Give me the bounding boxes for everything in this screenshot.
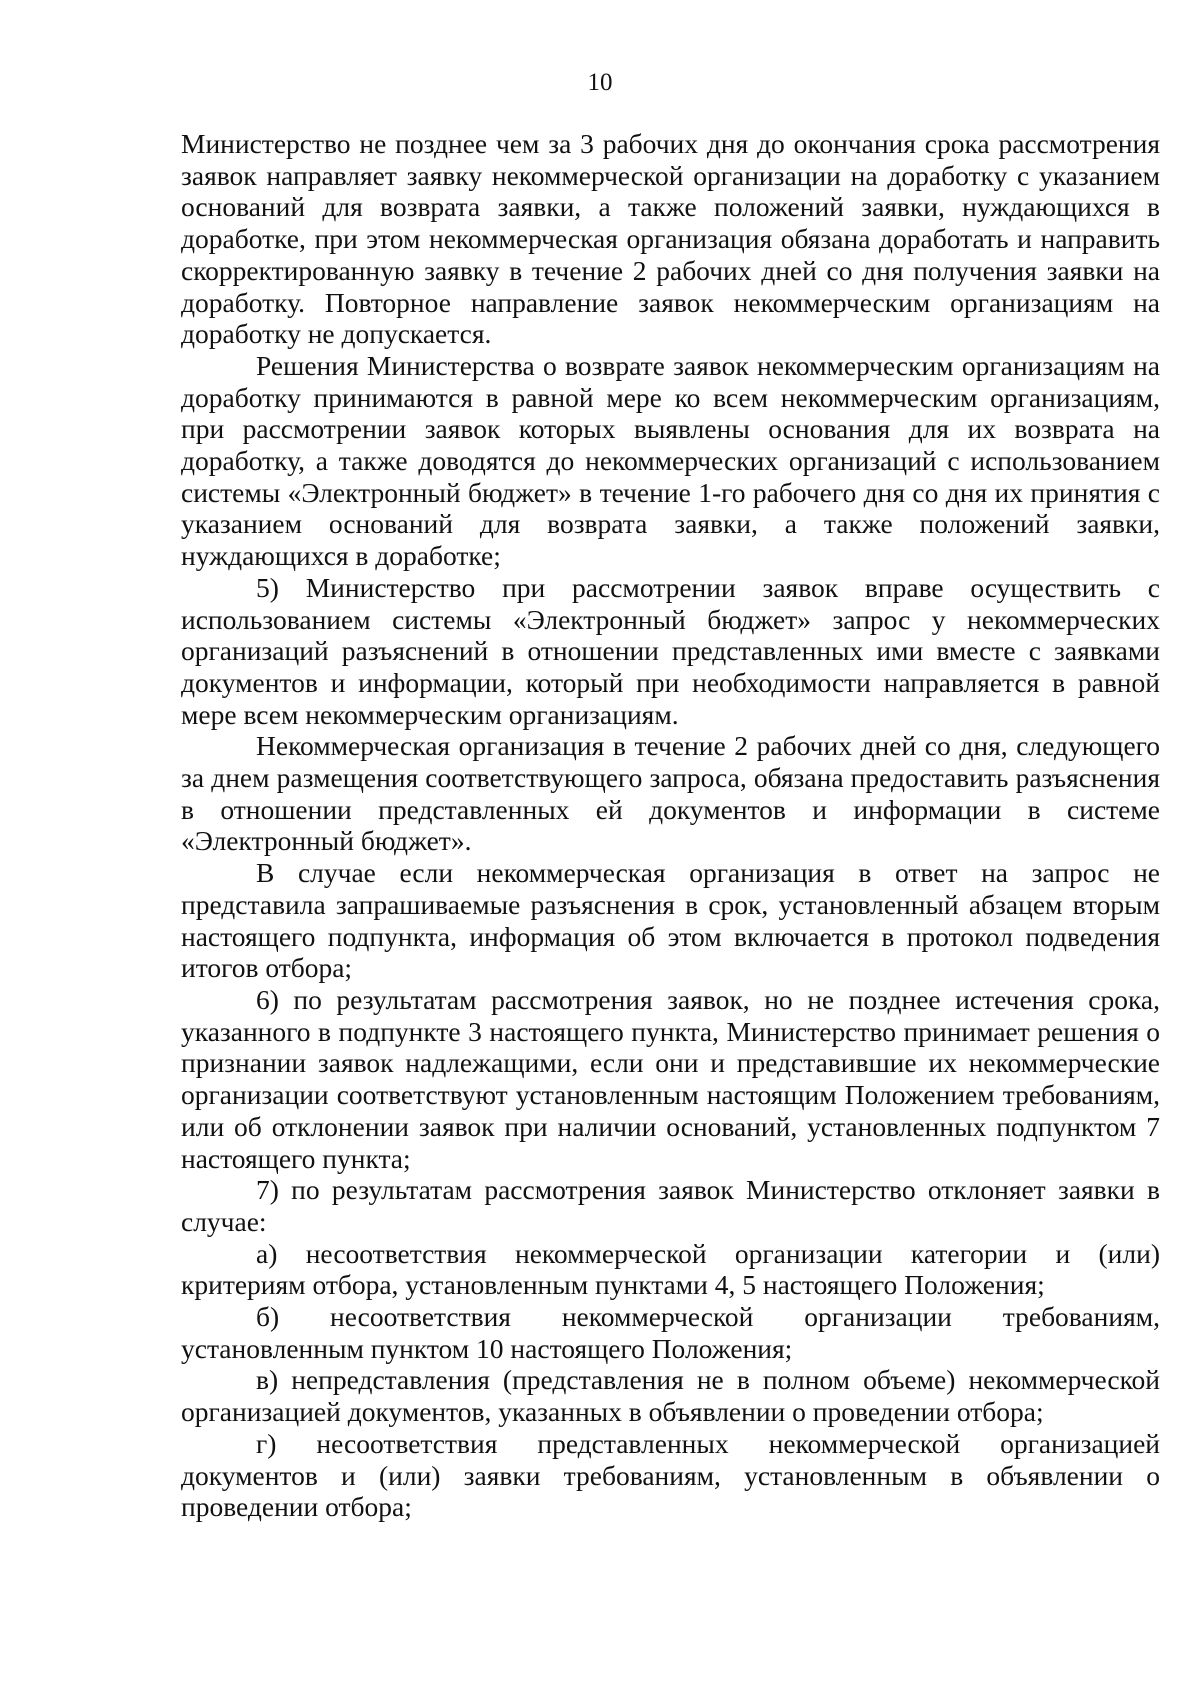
paragraph-subitem-a: а) несоответствия некоммерческой организации категории и (или) критериям отбора, установленным пунктами 4, 5 настоящего Положения; bbox=[181, 1237, 1160, 1301]
paragraph-no-response: В случае если некоммерческая организация в ответ на запрос не представила запрашиваемые разъяснения в срок, установленный абзацем вторым настоящего подпункта, информация об этом включается в протокол подведения итогов отбора; bbox=[181, 857, 1160, 984]
paragraph-item-5: 5) Министерство при рассмотрении заявок вправе осуществить с использованием системы «Электронный бюджет» запрос у некоммерческих организаций разъяснений в отношении представленных ими вместе с заявками документов и информации, который при необходимости направляется в равной мере всем некоммерческим организациям. bbox=[181, 571, 1160, 730]
paragraph-subitem-b: б) несоответствия некоммерческой организации требованиям, установленным пунктом 10 настоящего Положения; bbox=[181, 1301, 1160, 1364]
paragraph-subitem-g: г) несоответствия представленных некоммерческой организацией документов и (или) заявки требованиям, установленным в объявлении о проведении отбора; bbox=[181, 1427, 1160, 1523]
paragraph-item-7: 7) по результатам рассмотрения заявок Министерство отклоняет заявки в случае: bbox=[181, 1174, 1160, 1237]
document-body bbox=[181, 128, 1160, 1523]
paragraph-item-6: 6) по результатам рассмотрения заявок, но не позднее истечения срока, указанного в подпункте 3 настоящего пункта, Министерство принимает решения о признании заявок надлежащими, если они и представившие их некоммерческие организации соответствуют установленным настоящим Положением требованиям, или об отклонении заявок при наличии оснований, установленных подпунктом 7 настоящего пункта; bbox=[181, 983, 1160, 1174]
paragraph-subitem-v: в) непредставления (представления не в полном объеме) некоммерческой организацией документов, указанных в объявлении о проведении отбора; bbox=[181, 1364, 1160, 1428]
page-number: 10 bbox=[587, 69, 613, 96]
paragraph-clarifications: Некоммерческая организация в течение 2 рабочих дней со дня, следующего за днем размещения соответствующего запроса, обязана предоставить разъяснения в отношении представленных ей документов и информации в системе «Электронный бюджет». bbox=[181, 730, 1160, 857]
paragraph-return-for-revision: Министерство не позднее чем за 3 рабочих дня до окончания срока рассмотрения заявок направляет заявку некоммерческой организации на доработку с указанием оснований для возврата заявки, а также положений заявки, нуждающихся в доработке, при этом некоммерческая организация обязана доработать и направить скорректированную заявку в течение 2 рабочих дней со дня получения заявки на доработку. Повторное направление заявок некоммерческим организациям на доработку не допускается. bbox=[181, 128, 1160, 350]
paragraph-ministry-decisions: Решения Министерства о возврате заявок некоммерческим организациям на доработку принимаются в равной мере ко всем некоммерческим организациям, при рассмотрении заявок которых выявлены основания для их возврата на доработку, а также доводятся до некоммерческих организаций с использованием системы «Электронный бюджет» в течение 1-го рабочего дня со дня их принятия с указанием оснований для возврата заявки, а также положений заявки, нуждающихся в доработке; bbox=[181, 349, 1160, 572]
